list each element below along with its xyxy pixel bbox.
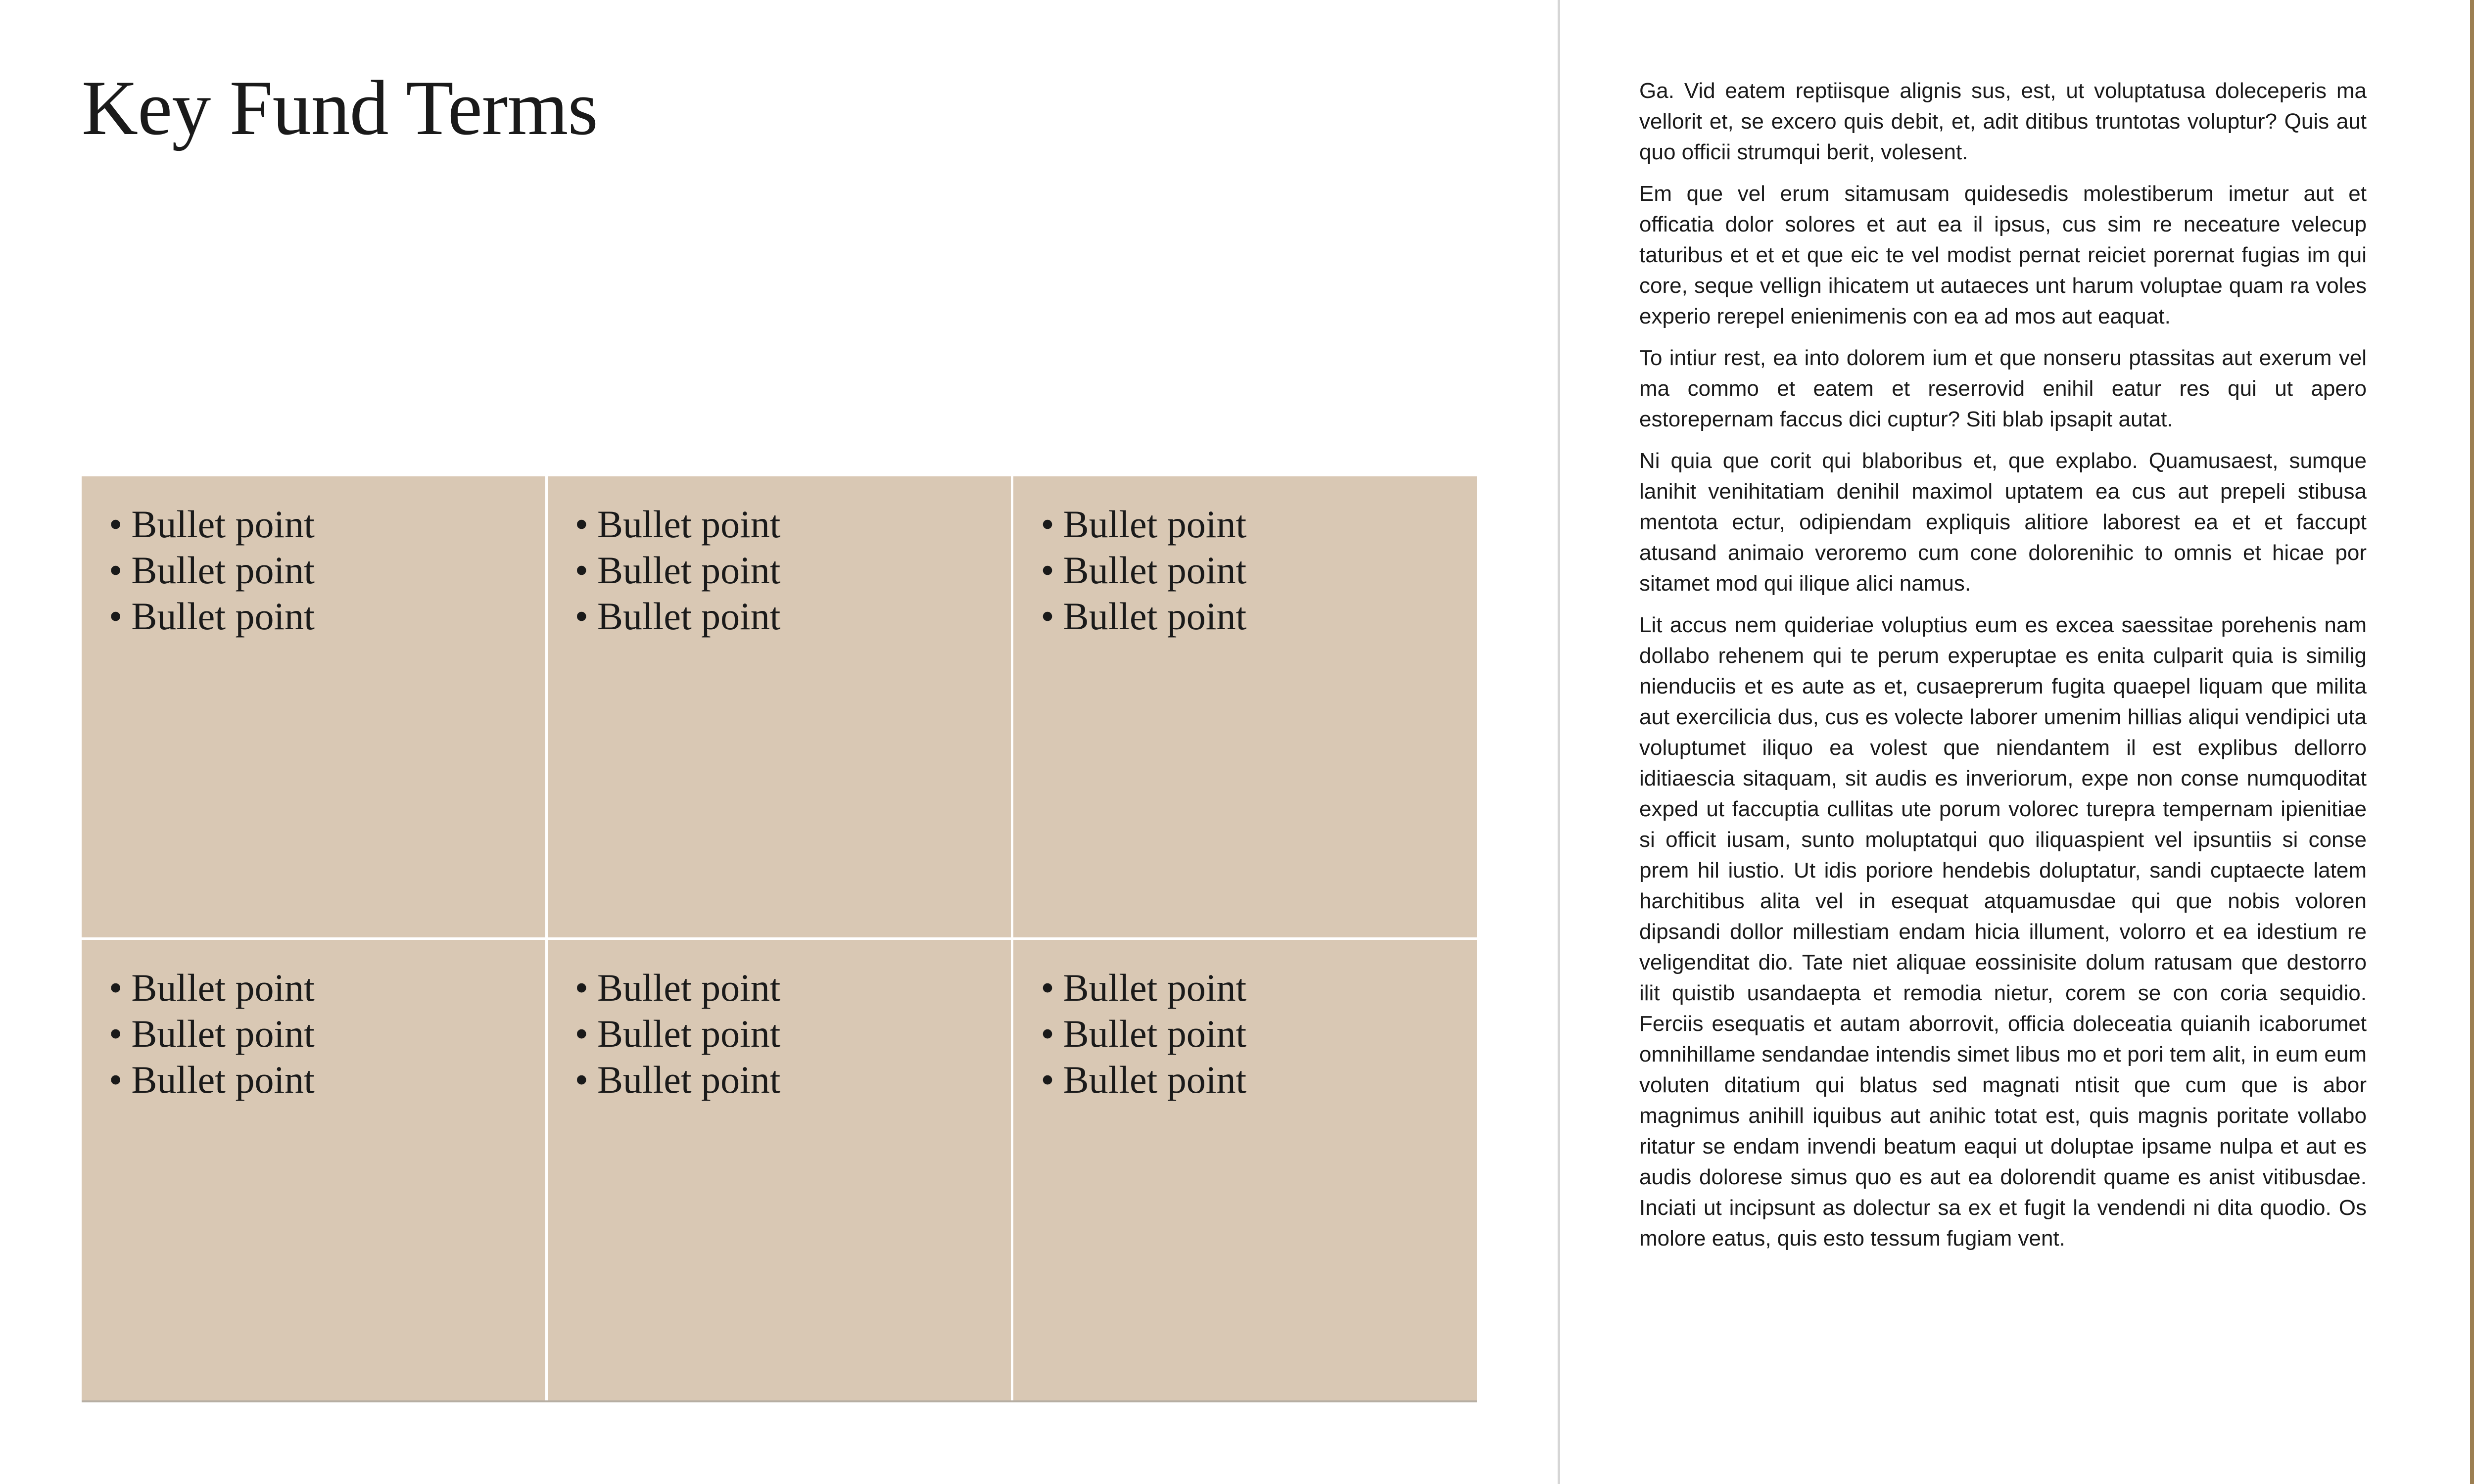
bullet-text: Bullet point bbox=[131, 503, 315, 546]
bullet-text: Bullet point bbox=[1063, 503, 1247, 546]
term-cell-6 bbox=[1013, 940, 1477, 1401]
body-text-column bbox=[1639, 76, 2367, 1265]
body-paragraph: Lit accus nem quideriae voluptius eum es excea saessitae porehenis nam dollabo rehenem qui te perum experuptae es enita culparit quia is similig nienduciis et es aute as et, cusaeprerum fugita quaepel liquam que milita aut exercilicia dus, cus es volecte laborer umenim hillias aliqui vendipici uta voluptumet iliquo ea volest que niendantem il est explibus dellorro iditiaescia sitaquam, sit audis es inveriorum, expe non conse numquoditat exped ut faccuptia cullitas ute porum volorec turepra tempernam ipienitiae si officit iusam, sunto moluptatqui quo iliquaspient vel ipsuntiis si conse prem hil iustio. Ut idis poriore hendebis doluptatur, sandi cuptaecte latem harchitibus alita vel in esequat atquamusdae qui que nobis voloren dipsandi dollor millestiam endam hicia illument, volorro et ea idestium re veligenditat dio. Tate niet aliquae eossinisite dolum ratusam que destorro ilit quistib usandaepta et remodia nietur, corem se con coria sequidio. Ferciis esequatis et autam aborrovit, officia doleceatia quianih icaborumet omnihillame sendandae intendis simet libus mo et pori tem alit, in eum eum voluten ditatium qui blatus sed magnati ntisit que cum que is abor magnimus anihill iquibus aut anihic totat est, quis magnis poritate vollabo ritatur se endam invendi beatum eaqui ut doluptae ipsame nulpa et aut es audis dolorese simus quo es aut ea dolorendit quame es anist vitibusdae. Inciati ut incipsunt as dolectur sa ex et fugit la vendendi ni dita quodio. Os molore eatus, quis esto tessum fugiam vent. bbox=[1639, 613, 2367, 1251]
bullet-list bbox=[575, 501, 992, 639]
bullet-text: Bullet point bbox=[1063, 549, 1247, 592]
bullet-item: • Bullet point bbox=[574, 549, 781, 592]
side-band bbox=[2470, 0, 2474, 1484]
bullet-item: • Bullet point bbox=[1041, 595, 1247, 638]
bullet-item: • Bullet point bbox=[574, 1012, 781, 1055]
bullet-text: Bullet point bbox=[597, 1012, 781, 1055]
bullet-list bbox=[109, 965, 525, 1103]
bullet-list bbox=[1041, 965, 1457, 1103]
bullet-list bbox=[575, 965, 992, 1103]
bullet-text: Bullet point bbox=[131, 1058, 315, 1101]
body-paragraph: To intiur rest, ea into dolorem ium et que nonseru ptassitas aut exerum vel ma commo et eatem et reserrovid enihil eatur res qui ut apero estorepernam faccus dici cuptur? Siti blab ipsapit autat. bbox=[1639, 346, 2367, 431]
bullet-item: • Bullet point bbox=[574, 1058, 781, 1101]
bullet-item: • Bullet point bbox=[1041, 966, 1247, 1009]
bullet-item: • Bullet point bbox=[1041, 1058, 1247, 1101]
bullet-item: • Bullet point bbox=[574, 595, 781, 638]
bullet-item: • Bullet point bbox=[574, 503, 781, 546]
term-cell-3 bbox=[1013, 476, 1477, 937]
bullet-item: • Bullet point bbox=[574, 966, 781, 1009]
bullet-text: Bullet point bbox=[597, 966, 781, 1009]
bullet-item: • Bullet point bbox=[1041, 1012, 1247, 1055]
bullet-text: Bullet point bbox=[597, 549, 781, 592]
bullet-item: • Bullet point bbox=[109, 966, 315, 1009]
bullet-text: Bullet point bbox=[131, 595, 315, 638]
term-cell-4 bbox=[82, 940, 545, 1401]
term-cell-2 bbox=[548, 476, 1011, 937]
bullet-list bbox=[1041, 501, 1457, 639]
bullet-item: • Bullet point bbox=[109, 549, 315, 592]
bullet-text: Bullet point bbox=[597, 595, 781, 638]
bullet-text: Bullet point bbox=[1063, 1058, 1247, 1101]
bullet-item: • Bullet point bbox=[1041, 549, 1247, 592]
fund-terms-grid bbox=[82, 476, 1477, 1402]
body-paragraph: Ga. Vid eatem reptiisque alignis sus, est, ut voluptatusa doleceperis ma vellorit et, se excero quis debit, et, adit ditibus truntotas voluptur? Quis aut quo officii strumqui berit, volesent. bbox=[1639, 79, 2367, 164]
bullet-text: Bullet point bbox=[1063, 1012, 1247, 1055]
page-divider bbox=[1558, 0, 1560, 1484]
bullet-text: Bullet point bbox=[1063, 966, 1247, 1009]
term-cell-5 bbox=[548, 940, 1011, 1401]
page-title: Key Fund Terms bbox=[82, 65, 598, 151]
body-paragraph: Ni quia que corit qui blaboribus et, que explabo. Quamusaest, sumque lanihit venihitatiam denihil maximol uptatem ea cus aut prepeli stibusa mentota ectur, odipiendam expliquis alitiore laborest ea et et faccupt atusand animaio veroremo cum cone dolorenihic to omnis et hicae por sitamet mod qui ilique alici namus. bbox=[1639, 449, 2367, 596]
bullet-text: Bullet point bbox=[597, 1058, 781, 1101]
bullet-text: Bullet point bbox=[597, 503, 781, 546]
bullet-item: • Bullet point bbox=[109, 595, 315, 638]
bullet-list bbox=[109, 501, 525, 639]
bullet-item: • Bullet point bbox=[109, 1058, 315, 1101]
term-cell-1 bbox=[82, 476, 545, 937]
bullet-item: • Bullet point bbox=[109, 1012, 315, 1055]
bullet-text: Bullet point bbox=[131, 549, 315, 592]
bullet-text: Bullet point bbox=[1063, 595, 1247, 638]
bullet-text: Bullet point bbox=[131, 966, 315, 1009]
bullet-item: • Bullet point bbox=[109, 503, 315, 546]
bullet-text: Bullet point bbox=[131, 1012, 315, 1055]
bullet-item: • Bullet point bbox=[1041, 503, 1247, 546]
body-paragraph: Em que vel erum sitamusam quidesedis molestiberum imetur aut et officatia dolor solores et aut ea il ipsus, cus sim re neceature velecup taturibus et et et que eic te vel modist pernat reiciet porernat fugias im qui core, seque vellign ihicatem ut autaeces unt harum voluptae quam ra voles experio rerepel enienimenis con ea ad mos aut eaquat. bbox=[1639, 182, 2367, 328]
